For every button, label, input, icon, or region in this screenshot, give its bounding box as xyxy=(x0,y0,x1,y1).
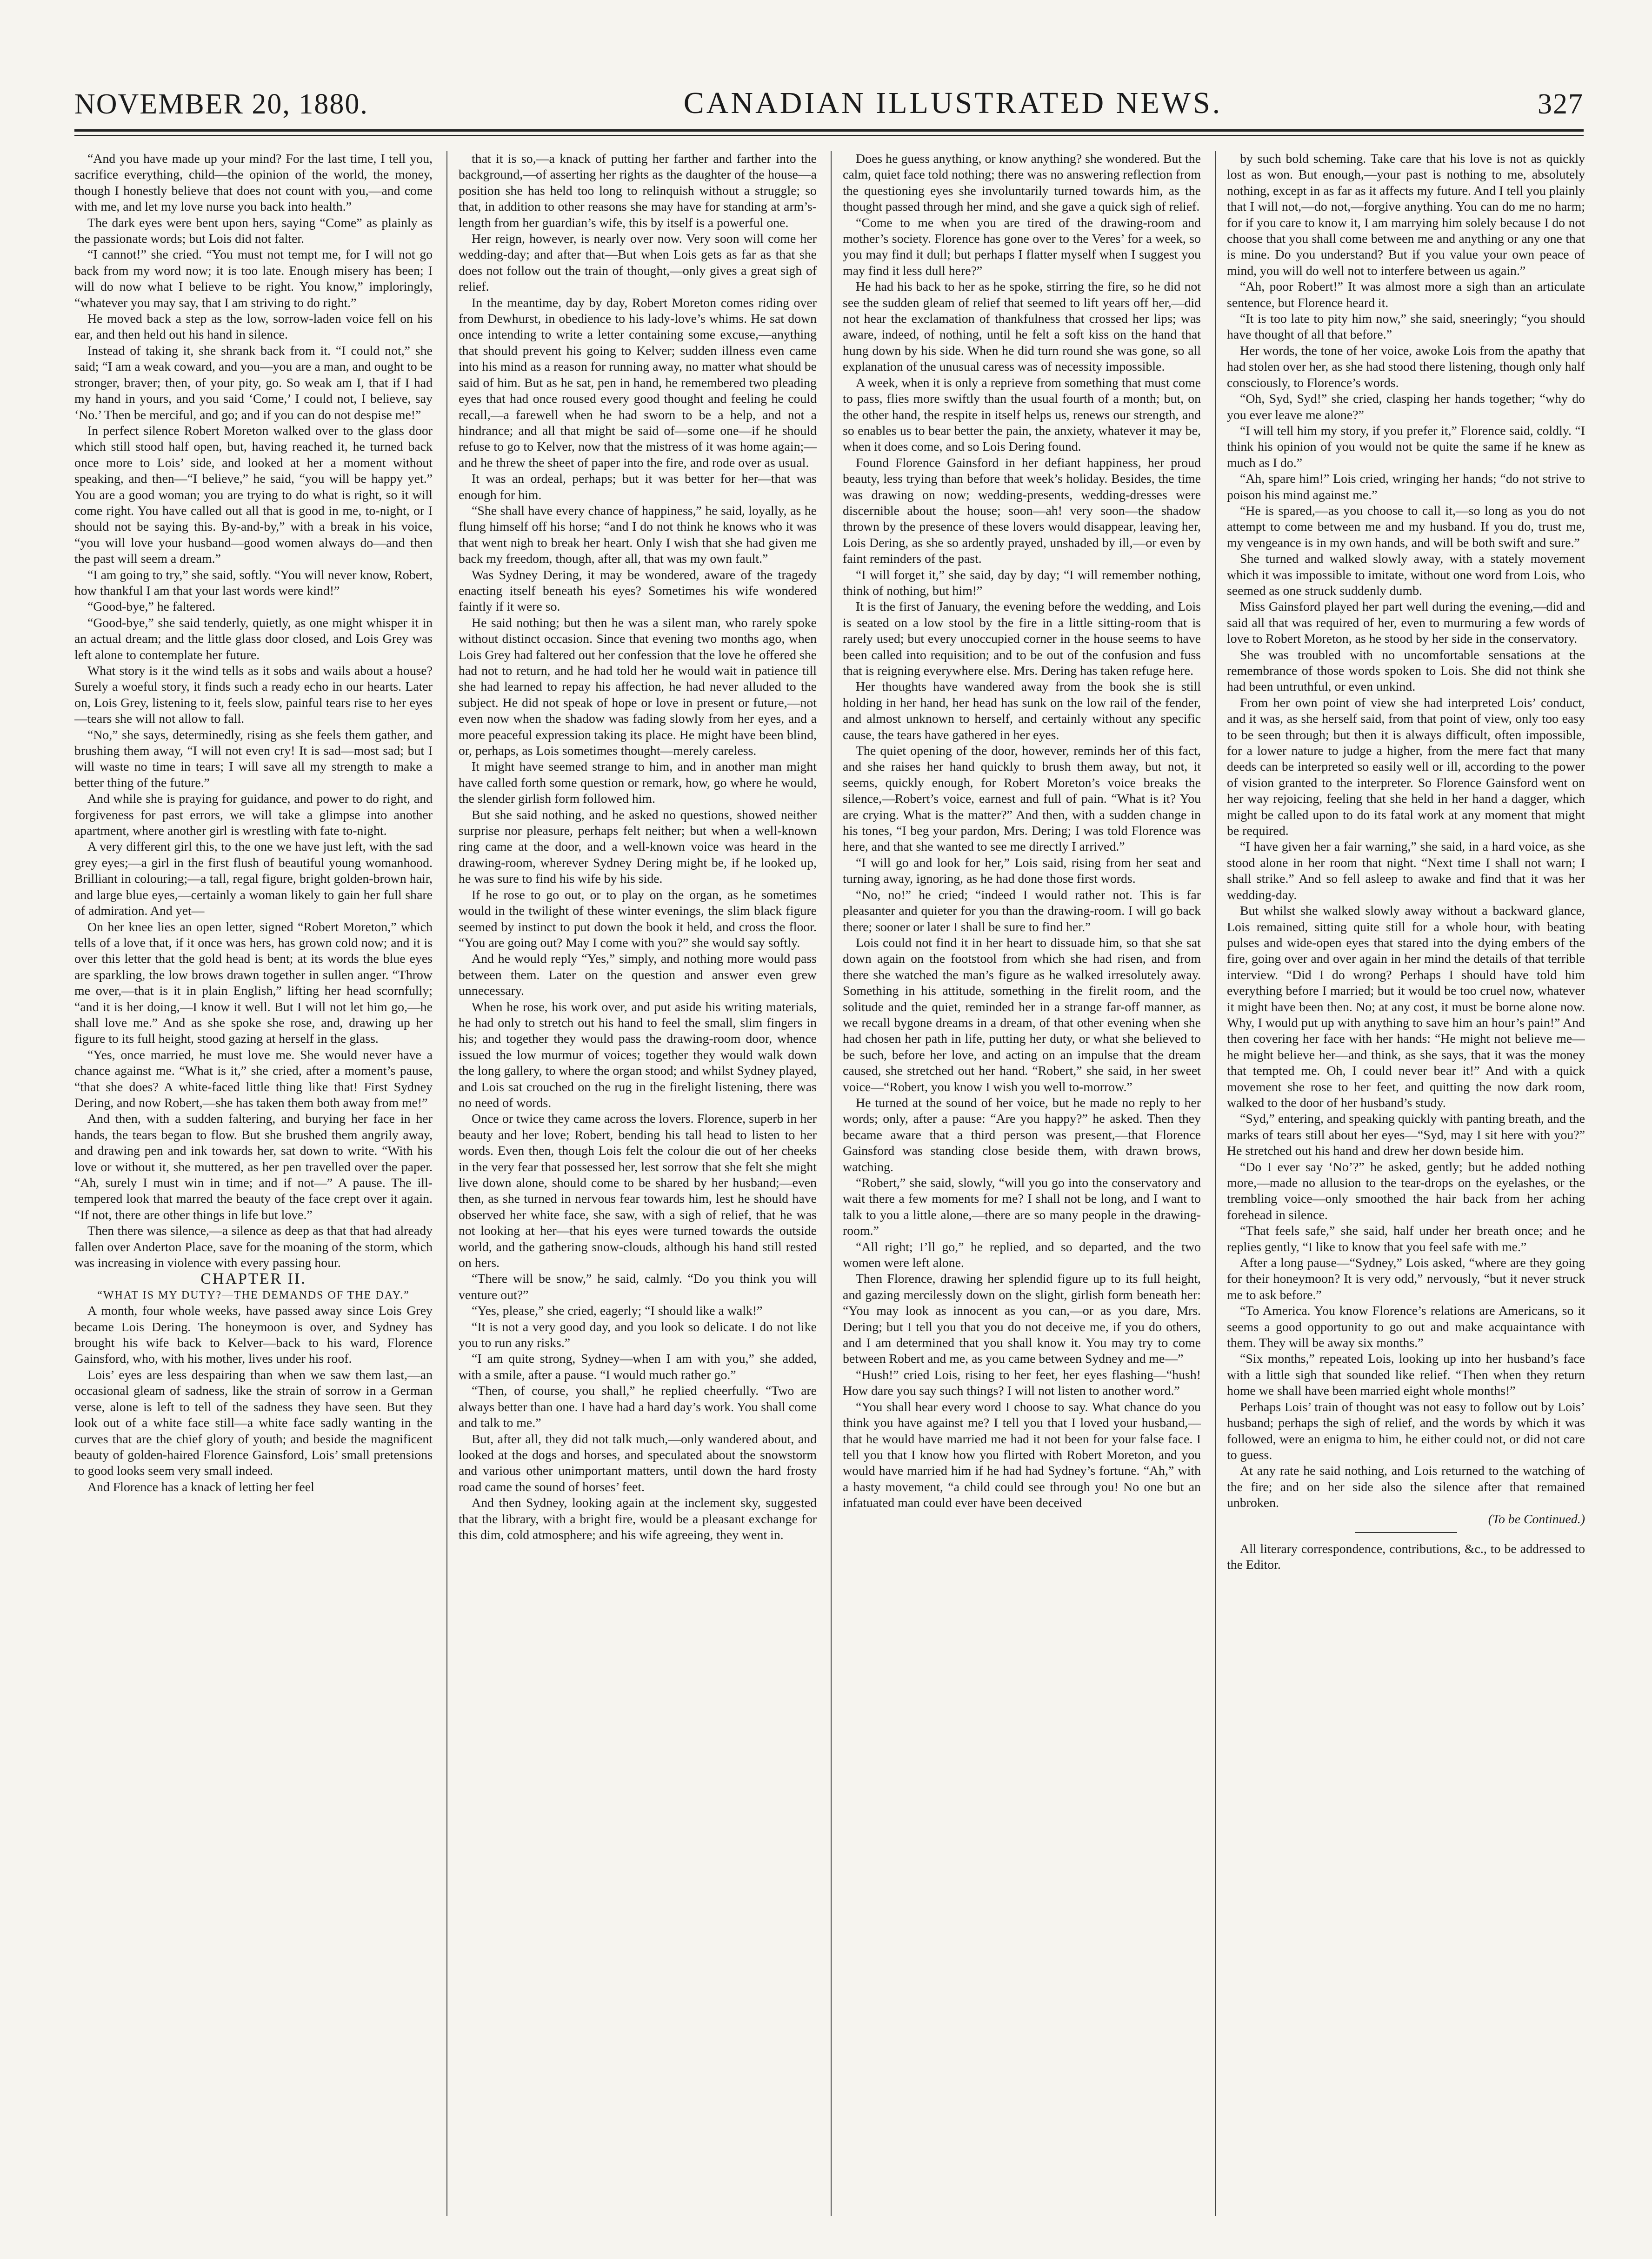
paragraph: The quiet opening of the door, however, reminds her of this fact, and she raises her hand quickly to brush them away, but not, it seems, quickly enough, for Robert Moreton’s voice breaks the silence,—Robert’s voice, earnest and full of pain. “What is it? You are crying. What is the matter?” And then, with a sudden change in his tones, “I beg your pardon, Mrs. Dering; I was told Florence was here, and that she wanted to see me directly I arrived.” xyxy=(843,744,1201,854)
paragraph: “Yes, please,” she cried, eagerly; “I should like a walk!” xyxy=(472,1304,763,1319)
paragraph: “Ah, poor Robert!” It was almost more a sigh than an articulate sentence, but Florence heard it. xyxy=(1227,280,1585,310)
paragraph: Miss Gainsford played her part well during the evening,—did and said all that was required of her, even to murmuring a few words of love to Robert Moreton, as he stood by her side in the conservatory. xyxy=(1227,600,1585,646)
chapter-text xyxy=(74,1303,433,1495)
paragraph: A very different girl this, to the one we have just left, with the sad grey eyes;—a girl in the first flush of beautiful young womanhood. Brilliant in colouring;—a tall, regal figure, bright golden-brown hair, and large blue eyes,—certainly a woman likely to gain her full share of admiration. And yet— xyxy=(74,840,433,919)
paragraph: From her own point of view she had interpreted Lois’ conduct, and it was, as she herself said, from that point of view, only too easy to be seen through; but then it is always difficult, often impossible, for a lower nature to judge a higher, from the mere fact that many deeds can be interpreted so easily well or ill, according to the power of vision granted to the interpreter. So Florence Gainsford went on her way rejoicing, feeling that she held in her hand a dagger, which might be called upon to do its fatal work at any moment that might be required. xyxy=(1227,695,1585,839)
paragraph: “It is not a very good day, and you look so delicate. I do not like you to run any risks.” xyxy=(459,1319,817,1351)
paragraph: “All right; I’ll go,” he replied, and so departed, and the two women were left alone. xyxy=(843,1239,1201,1271)
paragraph: “And you have made up your mind? For the last time, I tell you, sacrifice everything, child—the opinion of the world, the money, though I honestly believe that does not count with you,—and come with me, and let my love nurse you back into health.” xyxy=(74,152,433,214)
paragraph: And Florence has a knack of letting her feel xyxy=(87,1479,314,1494)
masthead-rule-thin xyxy=(74,135,1584,136)
paragraph: “Good-bye,” she said tenderly, quietly, as one might whisper it in an actual dream; and the little glass door closed, and Lois Grey was left alone to contemplate her future. xyxy=(74,615,433,662)
paragraph: If he rose to go out, or to play on the organ, as he sometimes would in the twilight of these winter evenings, the slim black figure seemed by instinct to put down the book it held, and cross the floor. “You are going out? May I come with you?” she would say softly. xyxy=(459,887,817,950)
paragraph: She turned and walked slowly away, with a stately movement which it was impossible to imitate, without one word from Lois, who seemed as one struck suddenly dumb. xyxy=(1227,552,1585,598)
paragraph: He said nothing; but then he was a silent man, who rarely spoke without distinct occasion. Since that evening two months ago, when Lois Grey had faltered out her confession that the love he offered she had not to return, and he had told her he would wait in patience till she had learned to repay his affection, he had never alluded to the subject. He did not speak of hope or love in present or future,—not even now when the shadow was fading slowly from her eyes, and a more peaceful expression taking its place. He might have been blind, or, perhaps, as Lois sometimes thought—merely careless. xyxy=(459,615,817,759)
paragraph: “I will go and look for her,” Lois said, rising from her seat and turning away, ignoring, as he had done those first words. xyxy=(843,855,1201,886)
paragraph: In the meantime, day by day, Robert Moreton comes riding over from Dewhurst, in obedience to his lady-love’s whims. He sat down once intending to write a letter containing some excuse,—anything that should prevent his going to Kelver; sudden illness even came into his mind as a reason for running away, no matter what should be said of him. But as he sat, pen in hand, he remembered two pleading eyes that had once roused every good thought and feeling he could recall,—a farewell when he had sworn to be a help, and not a hindrance; and all that might be said of—some one—if he should refuse to go to Kelver, now that the mistress of it was home again;—and he threw the sheet of paper into the fire, and rode over as usual. xyxy=(459,295,817,470)
column-2-text xyxy=(459,151,817,1543)
paragraph: Instead of taking it, she shrank back from it. “I could not,” she said; “I am a weak coward, and you—you are a man, and ought to be stronger, braver; then, of your pity, go. So weak am I, that if I had my hand in yours, and you said ‘Come,’ I could not, I believe, say ‘No.’ Then be merciful, and go; and if you can do not despise me!” xyxy=(74,343,433,422)
chapter-title: CHAPTER II. xyxy=(200,1270,306,1288)
paragraph: In perfect silence Robert Moreton walked over to the glass door which still stood half open, but, having reached it, he turned back once more to Lois’ side, and looked at her a moment without speaking, and then—“I believe,” he said, “you will be happy yet.” You are a good woman; you are trying to do what is right, so it will come right. You have called out all that is good in me, to-night, or I should not be saying this. By-and-by,” with a break in his voice, “you will love your husband—good women always do—and then the past will seem a dream.” xyxy=(74,423,433,566)
paragraph: Was Sydney Dering, it may be wondered, aware of the tragedy enacting itself beneath his eyes? Sometimes his wife wondered faintly if it were so. xyxy=(459,567,817,614)
paragraph: “To America. You know Florence’s relations are Americans, so it seems a good opportunity to go out and make acquaintance with them. They will be away six months.” xyxy=(1227,1304,1585,1351)
issue-date: NOVEMBER 20, 1880. xyxy=(74,88,368,120)
paragraph: “You shall hear every word I choose to say. What chance do you think you have against me? I tell you that I loved your husband,—that he would have married me had it not been for your false face. I tell you that I know how you flirted with Robert Moreton, and you would have married him if he had had Sydney’s fortune. “Ah,” with a hasty movement, “a child could see through you! No one but an infatuated man could ever have been deceived xyxy=(843,1399,1201,1511)
masthead xyxy=(74,70,1584,121)
paragraph: “I will tell him my story, if you prefer it,” Florence said, coldly. “I think his opinion of you would not be quite the same if he knew as much as I do.” xyxy=(1227,423,1585,470)
column-4-text xyxy=(1227,151,1585,1512)
paragraph: He turned at the sound of her voice, but he made no reply to her words; only, after a pause: “Are you happy?” he asked. Then they became aware that a third person was present,—that Florence Gainsford was standing close beside them, with drawn brows, watching. xyxy=(843,1095,1201,1174)
column-divider xyxy=(1215,151,1216,2216)
paragraph: It was an ordeal, perhaps; but it was better for her—that was enough for him. xyxy=(459,472,817,502)
paragraph: Then there was silence,—a silence as deep as that that had already fallen over Anderton Place, save for the moaning of the storm, which was increasing in violence with every passing hour. xyxy=(74,1224,433,1271)
paragraph: But, after all, they did not talk much,—only wandered about, and looked at the dogs and horses, and speculated about the snowstorm and various other unimportant matters, until down the hard frosty road came the sound of horses’ feet. xyxy=(459,1432,817,1494)
paragraph: And he would reply “Yes,” simply, and nothing more would pass between them. Later on the question and answer even grew unnecessary. xyxy=(459,952,817,999)
paragraph: A week, when it is only a reprieve from something that must come to pass, flies more swiftly than the usual fourth of a month; but, on the other hand, the respite in itself helps us, renews our strength, and so enables us to bear better the pain, the anxiety, whatever it may be, when it does come, and so Lois Dering found. xyxy=(843,375,1201,454)
paragraph: Her thoughts have wandered away from the book she is still holding in her hand, her head has sunk on the low rail of the fender, and almost unknown to herself, and certainly without any specific cause, the tears have gathered in her eyes. xyxy=(843,680,1201,742)
paragraph: Lois could not find it in her heart to dissuade him, so that she sat down again on the footstool from which she had risen, and from there she watched the man’s figure as he walked irresolutely away. Something in his attitude, something in the firelit room, and the solitude and the quiet, reminded her in a strange far-off manner, as we recall bygone dreams in a dream, of that other evening when she had chosen her path in life, putting her duty, or what she believed to be such, before her love, and acting on an impulse that the dream caused, she stretched out her hand. “Robert,” she said, in her sweet voice—“Robert, you know I wish you well to-morrow.” xyxy=(843,935,1201,1094)
paragraph: “There will be snow,” he said, calmly. “Do you think you will venture out?” xyxy=(459,1272,817,1302)
paragraph: He had his back to her as he spoke, stirring the fire, so he did not see the sudden gleam of relief that seemed to lift years off her,—did not hear the exclamation of thankfulness that crossed her lips; was aware, indeed, of nothing, until he felt a soft kiss on the hand that hung down by his side. When he did turn round she was gone, so all explanation of the unusual caress was of necessity impossible. xyxy=(843,280,1201,374)
paragraph: “Robert,” she said, slowly, “will you go into the conservatory and wait there a few moments for me? I shall not be long, and I want to talk to you a little alone,—there are so many people in the drawing-room.” xyxy=(843,1176,1201,1239)
newspaper-page xyxy=(74,70,1584,2237)
paragraph: On her knee lies an open letter, signed “Robert Moreton,” which tells of a love that, if it once was hers, has grown cold now; and it is over this letter that the gold head is bent; at its words the blue eyes are sparkling, the low brows drawn together in sullen anger. “Throw me over,—that is it in plain English,” lifting her head scornfully; “and it is her doing,—I know it well. But I will not let him go,—he shall love me.” And as she spoke she rose, and, drawing up her figure to its full height, stood gazing at herself in the glass. xyxy=(74,920,433,1046)
column-1 xyxy=(74,151,433,2216)
paragraph: “I have given her a fair warning,” she said, in a hard voice, as she stood alone in her room that night. “Next time I shall not warn; I shall strike.” And so fell asleep to awake and find that it was her wedding-day. xyxy=(1227,840,1585,902)
masthead-rule xyxy=(74,129,1584,132)
paragraph: “She shall have every chance of happiness,” he said, loyally, as he flung himself off his horse; “and I do not think he knows who it was that went nigh to break her heart. Only I wish that she had given me back my freedom, though, after all, that was my own fault.” xyxy=(459,503,817,566)
paragraph: A month, four whole weeks, have passed away since Lois Grey became Lois Dering. The honeymoon is over, and Sydney has brought his wife back to Kelver—back to his ward, Florence Gainsford, who, with his mother, lives under his roof. xyxy=(74,1304,433,1366)
paragraph: The dark eyes were bent upon hers, saying “Come” as plainly as the passionate words; but Lois did not falter. xyxy=(74,215,433,247)
paragraph: “Do I ever say ‘No’?” he asked, gently; but he added nothing more,—made no allusion to the tear-drops on the eyelashes, or the trembling voice—only smoothed the hair back from her aching forehead in silence. xyxy=(1227,1159,1585,1222)
paragraph: It might have seemed strange to him, and in another man might have called forth some question or remark, how, go where he would, the slender girlish form followed him. xyxy=(459,760,817,806)
paragraph: “Ah, spare him!” Lois cried, wringing her hands; “do not strive to poison his mind against me.” xyxy=(1227,472,1585,502)
paragraph: “Six months,” repeated Lois, looking up into her husband’s face with a little sigh that sounded like relief. “Then when they return home we shall have been married eight whole months!” xyxy=(1227,1352,1585,1399)
section-rule xyxy=(1355,1532,1457,1533)
paragraph: Then Florence, drawing her splendid figure up to its full height, and gazing mercilessly down on the slight, girlish form beneath her: “You may look as innocent as you can,—or as you dare, Mrs. Dering; but I tell you that you do not deceive me, if you do others, and I am determined that you shall know it. You may try to come between Robert and me, as you came between Sydney and me—” xyxy=(843,1272,1201,1366)
paragraph: “No,” she says, determinedly, rising as she feels them gather, and brushing them away, “I will not even cry! It is sad—most sad; but I will waste no time in tears; I will save all my strength to make a better thing of the future.” xyxy=(74,727,433,790)
paragraph: “Come to me when you are tired of the drawing-room and mother’s society. Florence has gone over to the Veres’ for a week, so you may find it dull; but perhaps I flatter myself when I suggest you may find it less dull here?” xyxy=(843,215,1201,278)
chapter-subtitle: “WHAT IS MY DUTY?—THE DEMANDS OF THE DAY.” xyxy=(97,1289,410,1301)
paragraph: When he rose, his work over, and put aside his writing materials, he had only to stretch out his hand to feel the small, slim fingers in his; and together they would pass the drawing-room door, whence issued the low murmur of voices; together they would walk down the long gallery, to where the organ stood; and whilst Sydney played, and Lois sat crouched on the rug in the firelight listening, there was no need of words. xyxy=(459,1000,817,1110)
paragraph: Her words, the tone of her voice, awoke Lois from the apathy that had stolen over her, as she had stood there listening, though only half consciously, to Florence’s words. xyxy=(1227,343,1585,390)
paragraph: Once or twice they came across the lovers. Florence, superb in her beauty and her love; Robert, bending his tall head to listen to her words. Even then, though Lois felt the colour die out of her cheeks in the very fear that possessed her, lest sorrow that she felt she might live down alone, should come to be shared by her husband;—even then, as she turned in nervous fear towards him, lest he should have observed her white face, she saw, with a sigh of relief, that he was not looking at her—that his eyes were turned towards the outside world, and the gathering snow-clouds, although his hand still rested on hers. xyxy=(459,1112,817,1271)
paragraph: What story is it the wind tells as it sobs and wails about a house? Surely a woeful story, it finds such a ready echo in our hearts. Later on, Lois Grey, listening to it, feels slow, painful tears rise to her eyes—tears she will not allow to fall. xyxy=(74,664,433,726)
paragraph: “I cannot!” she cried. “You must not tempt me, for I will not go back from my word now; it is too late. Enough misery has been; I will do now what I believe to be right. You know,” imploringly, “whatever you may say, that I am striving to do right.” xyxy=(74,247,433,310)
paragraph: Her reign, however, is nearly over now. Very soon will come her wedding-day; and after that—But when Lois gets as far as that she does not follow out the train of thought,—only gives a great sigh of relief. xyxy=(459,232,817,294)
column-3-text xyxy=(843,151,1201,1512)
paragraph: It is the first of January, the evening before the wedding, and Lois is seated on a low stool by the fire in a little sitting-room that is rarely used; but every unoccupied corner in the house seems to have been called into requisition; and to be out of the confusion and fuss that is reigning everywhere else. Mrs. Dering has taken refuge here. xyxy=(843,600,1201,678)
paragraph: Does he guess anything, or know anything? she wondered. But the calm, quiet face told nothing; there was no answering reflection from the questioning eyes she involuntarily turned towards him, as the thought passed through her mind, and she gave a quick sigh of relief. xyxy=(843,152,1201,214)
column-divider xyxy=(831,151,832,2216)
editor-notice: All literary correspondence, contributions, &c., to be addressed to the Editor. xyxy=(1227,1541,1585,1573)
page-number: 327 xyxy=(1537,88,1584,120)
paragraph: that it is so,—a knack of putting her farther and farther into the background,—of asserting her rights as the daughter of the house—a position she has held too long to relinquish without a struggle; so that, in addition to other reasons she may have for standing at arm’s-length from her guardian’s wife, this by itself is a powerful one. xyxy=(459,152,817,230)
paragraph: At any rate he said nothing, and Lois returned to the watching of the fire; and on her side also the silence after that remained unbroken. xyxy=(1227,1464,1585,1511)
paragraph: And while she is praying for guidance, and power to do right, and forgiveness for past errors, we will take a glimpse into another apartment, where another girl is wrestling with fate to-night. xyxy=(74,792,433,839)
paragraph: “I will forget it,” she said, day by day; “I will remember nothing, think of nothing, but him!” xyxy=(843,567,1201,598)
column-4 xyxy=(1227,151,1585,2216)
paragraph: “Yes, once married, he must love me. She would never have a chance against me. “What is it,” she cried, after a moment’s pause, “that she does? A white-faced little thing like that! First Sydney Dering, and now Robert,—she has taken them both away from me!” xyxy=(74,1047,433,1110)
paper-name: CANADIAN ILLUSTRATED NEWS. xyxy=(683,86,1223,120)
paragraph: Lois’ eyes are less despairing than when we saw them last,—an occasional gleam of sadness, like the strain of sorrow in a German verse, alone is left to tell of the sadness they have seen. But they look out of a white face still—a white face sadly wanting in the curves that are the chief glory of youth; and beside the magnificent beauty of golden-haired Florence Gainsford, Lois’ small pretensions to good looks seem very small indeed. xyxy=(74,1367,433,1479)
paragraph: And then, with a sudden faltering, and burying her face in her hands, the tears began to flow. But she brushed them angrily away, and drawing pen and ink towards her, sat down to write. “With his love or without it, she muttered, as her pen travelled over the paper. “Ah, surely I must win in time; and if not—” A pause. The ill-tempered look that marred the beauty of the face crept over it again. “If not, there are other things in life but love.” xyxy=(74,1112,433,1222)
paragraph: “That feels safe,” she said, half under her breath once; and he replies gently, “I like to know that you feel safe with me.” xyxy=(1227,1224,1585,1254)
paragraph: Found Florence Gainsford in her defiant happiness, her proud beauty, less trying than before that week’s holiday. Besides, the time was drawing on now; wedding-presents, wedding-dresses were discernible about the house; soon—ah! very soon—the shadow thrown by the presence of these lovers would disappear, leaving her, Lois Dering, as she so ardently prayed, unshaded by ill,—or even by faint reminders of the past. xyxy=(843,455,1201,566)
paragraph: Perhaps Lois’ train of thought was not easy to follow out by Lois’ husband; perhaps the sigh of relief, and the words by which it was followed, were an enigma to him, he either could not, or did not care to guess. xyxy=(1227,1399,1585,1462)
paragraph: “Oh, Syd, Syd!” she cried, clasping her hands together; “why do you ever leave me alone?” xyxy=(1227,392,1585,422)
column-2 xyxy=(459,151,817,2216)
paragraph: “It is too late to pity him now,” she said, sneeringly; “you should have thought of all that before.” xyxy=(1227,312,1585,342)
paragraph: After a long pause—“Sydney,” Lois asked, “where are they going for their honeymoon? It is very odd,” nervously, “but it never struck me to ask before.” xyxy=(1227,1256,1585,1302)
paragraph: “Good-bye,” he faltered. xyxy=(87,600,215,614)
paragraph: He moved back a step as the low, sorrow-laden voice fell on his ear, and then held out his hand in silence. xyxy=(74,312,433,342)
paragraph: “Then, of course, you shall,” he replied cheerfully. “Two are always better than one. I have had a hard day’s work. You shall come and talk to me.” xyxy=(459,1384,817,1431)
paragraph: And then Sydney, looking again at the inclement sky, suggested that the library, with a bright fire, would be a pleasant exchange for this dim, cold atmosphere; and his wife agreeing, they went in. xyxy=(459,1496,817,1542)
paragraph: by such bold scheming. Take care that his love is not as quickly lost as won. But enough,—your past is nothing to me, absolutely nothing, except in as far as it affects my future. And I tell you plainly that I will not,—do not,—forgive anything. You can do me no harm; for if you care to know it, I am marrying him solely because I do not choose that you shall come between me and anything or any one that is mine. Do you understand? But if you value your own peace of mind, you will do well not to interfere between us again.” xyxy=(1227,152,1585,278)
to-be-continued: (To be Continued.) xyxy=(1488,1512,1585,1526)
paragraph: “He is spared,—as you choose to call it,—so long as you do not attempt to come between me and my husband. If you do, trust me, my vengeance is in my own hands, and will be both swift and sure.” xyxy=(1227,503,1585,550)
paragraph: “Hush!” cried Lois, rising to her feet, her eyes flashing—“hush! How dare you say such things? I will not listen to another word.” xyxy=(843,1367,1201,1399)
column-1-text xyxy=(74,151,433,1271)
column-divider xyxy=(446,151,447,2216)
paragraph: But she said nothing, and he asked no questions, showed neither surprise nor pleasure, perhaps felt neither; but when a well-known ring came at the door, and a well-known voice was heard in the drawing-room, wherever Sydney Dering might be, if he looked up, he was sure to find his wife by his side. xyxy=(459,807,817,886)
paragraph: But whilst she walked slowly away without a backward glance, Lois remained, sitting quite still for a whole hour, with beating pulses and wide-open eyes that stared into the dying embers of the fire, going over and over again in her mind the details of that terrible interview. “Did I do wrong? Perhaps I should have told him everything before I married; but it would be too cruel now, whatever it might have been then. No; at any cost, it must be borne alone now. Why, I would put up with anything to save him an hour’s pain!” And then covering her face with her hands: “He might not believe me—he might believe her—and think, as she says, that it was the money that tempted me. Oh, I could never bear it!” And with a quick movement she rose to her feet, and quitting the now dark room, walked to the door of her husband’s study. xyxy=(1227,904,1585,1110)
paragraph: “No, no!” he cried; “indeed I would rather not. This is far pleasanter and quieter for you than the drawing-room. I will go back there; sooner or later I shall be sure to find her.” xyxy=(843,887,1201,934)
paragraph: She was troubled with no uncomfortable sensations at the remembrance of those words spoken to Lois. She did not think she had been untruthful, or even unkind. xyxy=(1227,647,1585,694)
paragraph: “I am quite strong, Sydney—when I am with you,” she added, with a smile, after a pause. “I would much rather go.” xyxy=(459,1352,817,1382)
article-columns xyxy=(74,151,1584,2226)
paragraph: “I am going to try,” she said, softly. “You will never know, Robert, how thankful I am that your last words were kind!” xyxy=(74,567,433,598)
column-3 xyxy=(843,151,1201,2216)
paragraph: “Syd,” entering, and speaking quickly with panting breath, and the marks of tears still about her eyes—“Syd, may I sit here with you?” He stretched out his hand and drew her down beside him. xyxy=(1227,1112,1585,1159)
